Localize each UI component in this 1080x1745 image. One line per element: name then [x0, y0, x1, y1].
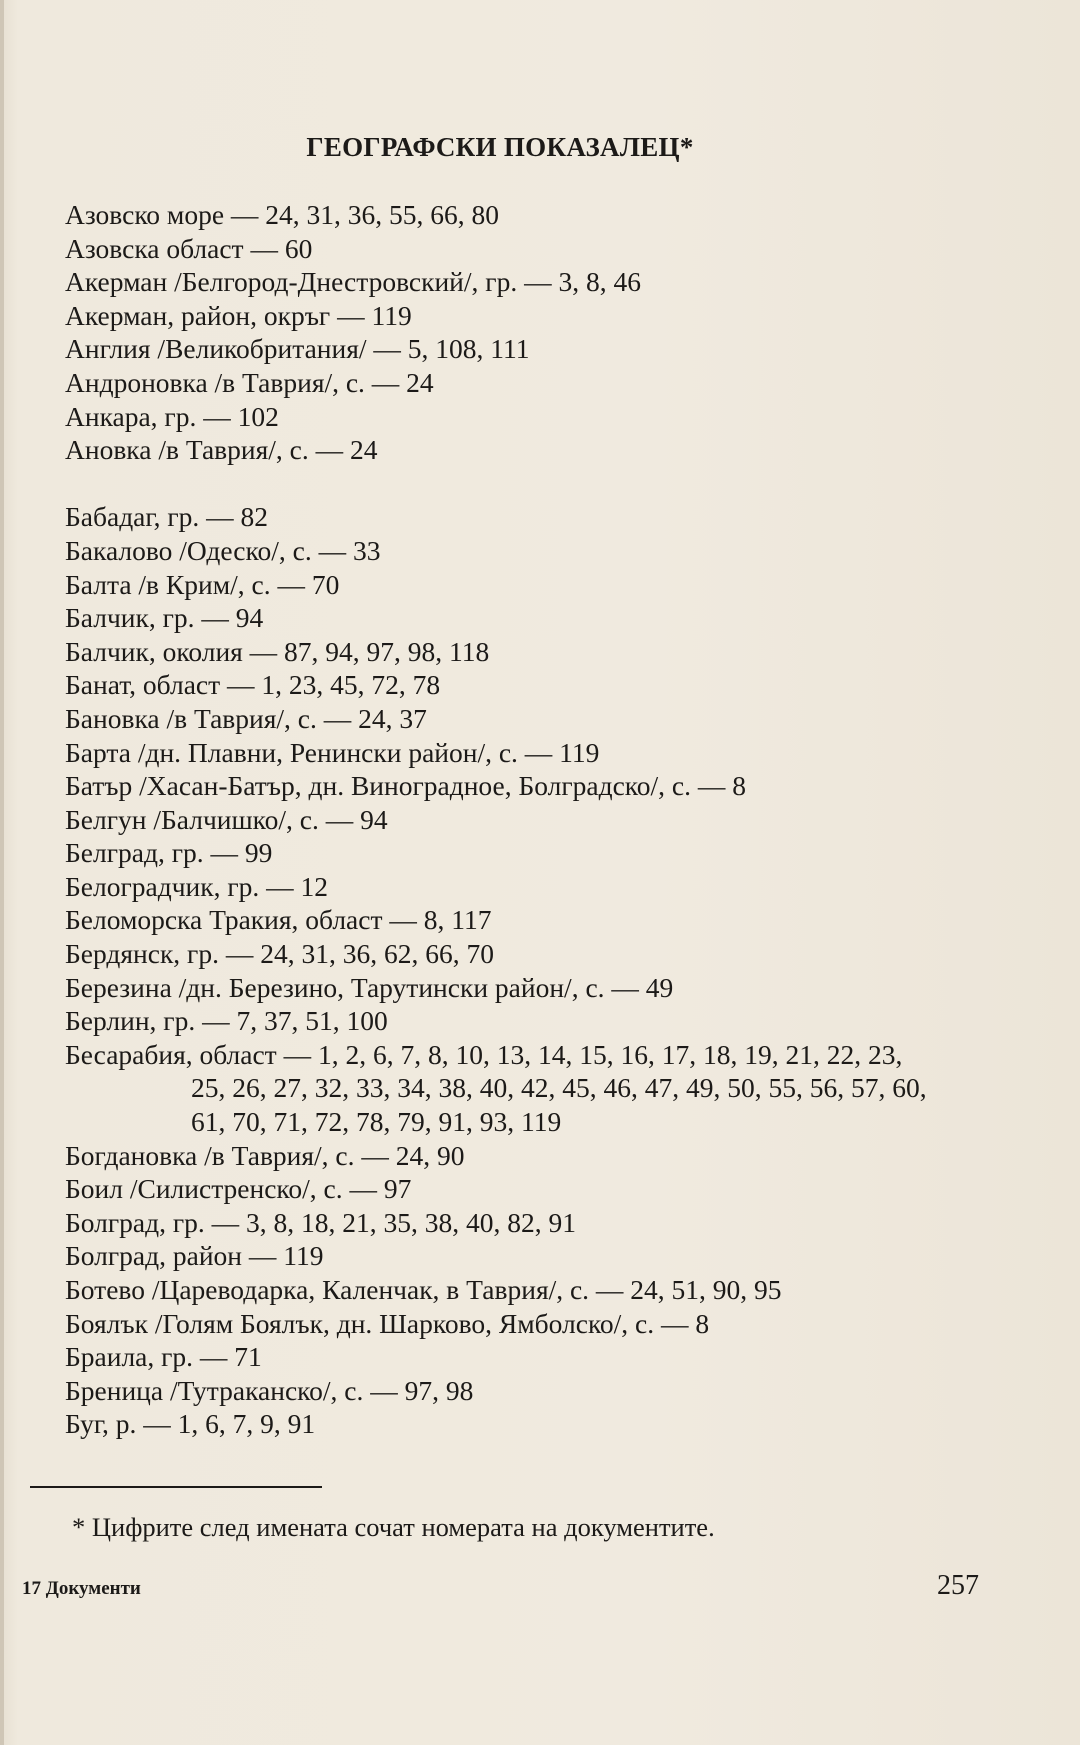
index-entry-besarabia: [65, 1038, 1005, 1139]
index-entry: Боил /Силистренско/, с. — 97: [65, 1173, 412, 1205]
index-entry: Андроновка /в Таврия/, с. — 24: [65, 366, 434, 398]
geographic-index: [65, 198, 1005, 1441]
index-group-b-part2: [65, 1139, 1005, 1441]
index-entry: Балта /в Крим/, с. — 70: [65, 568, 340, 600]
besarabia-line-3: 61, 70, 71, 72, 78, 79, 91, 93, 119: [191, 1106, 562, 1138]
index-group-b-part1: [65, 500, 1005, 1038]
index-entry: Ботево /Цареводарка, Каленчак, в Таврия/, с. — 24, 51, 90, 95: [65, 1274, 782, 1305]
index-group-a: [65, 198, 1005, 467]
index-title: ГЕОГРАФСКИ ПОКАЗАЛЕЦ*: [306, 132, 694, 162]
index-entry: Берлин, гр. — 7, 37, 51, 100: [65, 1005, 388, 1037]
index-entry: Бановка /в Таврия/, с. — 24, 37: [65, 702, 427, 734]
group-gap: [65, 467, 1005, 501]
index-entry: Балчик, гр. — 94: [65, 602, 264, 634]
index-entry: Белгун /Балчишко/, с. — 94: [65, 803, 388, 835]
index-entry: Акерман /Белгород-Днестровский/, гр. — 3, 8, 46: [65, 266, 641, 298]
index-entry: Ановка /в Таврия/, с. — 24: [65, 434, 378, 466]
index-entry: Барта /дн. Плавни, Ренински район/, с. — 119: [65, 736, 600, 768]
index-entry: Балчик, околия — 87, 94, 97, 98, 118: [65, 635, 490, 667]
printer-signature: 17 Документи: [22, 1578, 141, 1599]
index-entry: Березина /дн. Березино, Тарутински район/, с. — 49: [65, 971, 674, 1003]
index-entry: Белоградчик, гр. — 12: [65, 870, 329, 902]
index-entry: Буг, р. — 1, 6, 7, 9, 91: [65, 1408, 316, 1440]
index-entry: Англия /Великобритания/ — 5, 108, 111: [65, 333, 530, 365]
index-entry: Болград, район — 119: [65, 1240, 324, 1272]
index-entry: Бакалово /Одеско/, с. — 33: [65, 534, 381, 566]
index-entry: Богдановка /в Таврия/, с. — 24, 90: [65, 1139, 465, 1171]
binding-edge: [0, 0, 4, 1745]
besarabia-line-2: 25, 26, 27, 32, 33, 34, 38, 40, 42, 45, 46, 47, 49, 50, 55, 56, 57, 60,: [191, 1072, 927, 1104]
index-entry: Анкара, гр. — 102: [65, 400, 279, 432]
index-entry: Белград, гр. — 99: [65, 837, 273, 869]
footnote-rule: [30, 1486, 322, 1488]
index-entry: Акерман, район, окръг — 119: [65, 299, 412, 331]
page-number: 257: [937, 1570, 979, 1601]
index-entry: Бреница /Тутраканско/, с. — 97, 98: [65, 1374, 474, 1406]
index-entry: Банат, област — 1, 23, 45, 72, 78: [65, 669, 441, 701]
index-entry: Болград, гр. — 3, 8, 18, 21, 35, 38, 40, 82, 91: [65, 1206, 577, 1238]
index-entry: Азовско море — 24, 31, 36, 55, 66, 80: [65, 199, 500, 230]
index-entry: Азовска област — 60: [65, 232, 313, 264]
footnote: * Цифрите след имената сочат номерата на документите.: [72, 1512, 715, 1542]
besarabia-line-1: Бесарабия, област — 1, 2, 6, 7, 8, 10, 13, 14, 15, 16, 17, 18, 19, 21, 22, 23,: [65, 1038, 903, 1070]
index-entry: Бабадаг, гр. — 82: [65, 501, 268, 533]
index-entry: Бердянск, гр. — 24, 31, 36, 62, 66, 70: [65, 938, 494, 970]
index-entry: Батър /Хасан-Батър, дн. Виноградное, Болградско/, с. — 8: [65, 770, 746, 802]
index-entry: Беломорска Тракия, област — 8, 117: [65, 904, 492, 936]
index-entry: Браила, гр. — 71: [65, 1341, 262, 1373]
index-entry: Боялък /Голям Боялък, дн. Шарково, Ямболско/, с. — 8: [65, 1307, 710, 1339]
